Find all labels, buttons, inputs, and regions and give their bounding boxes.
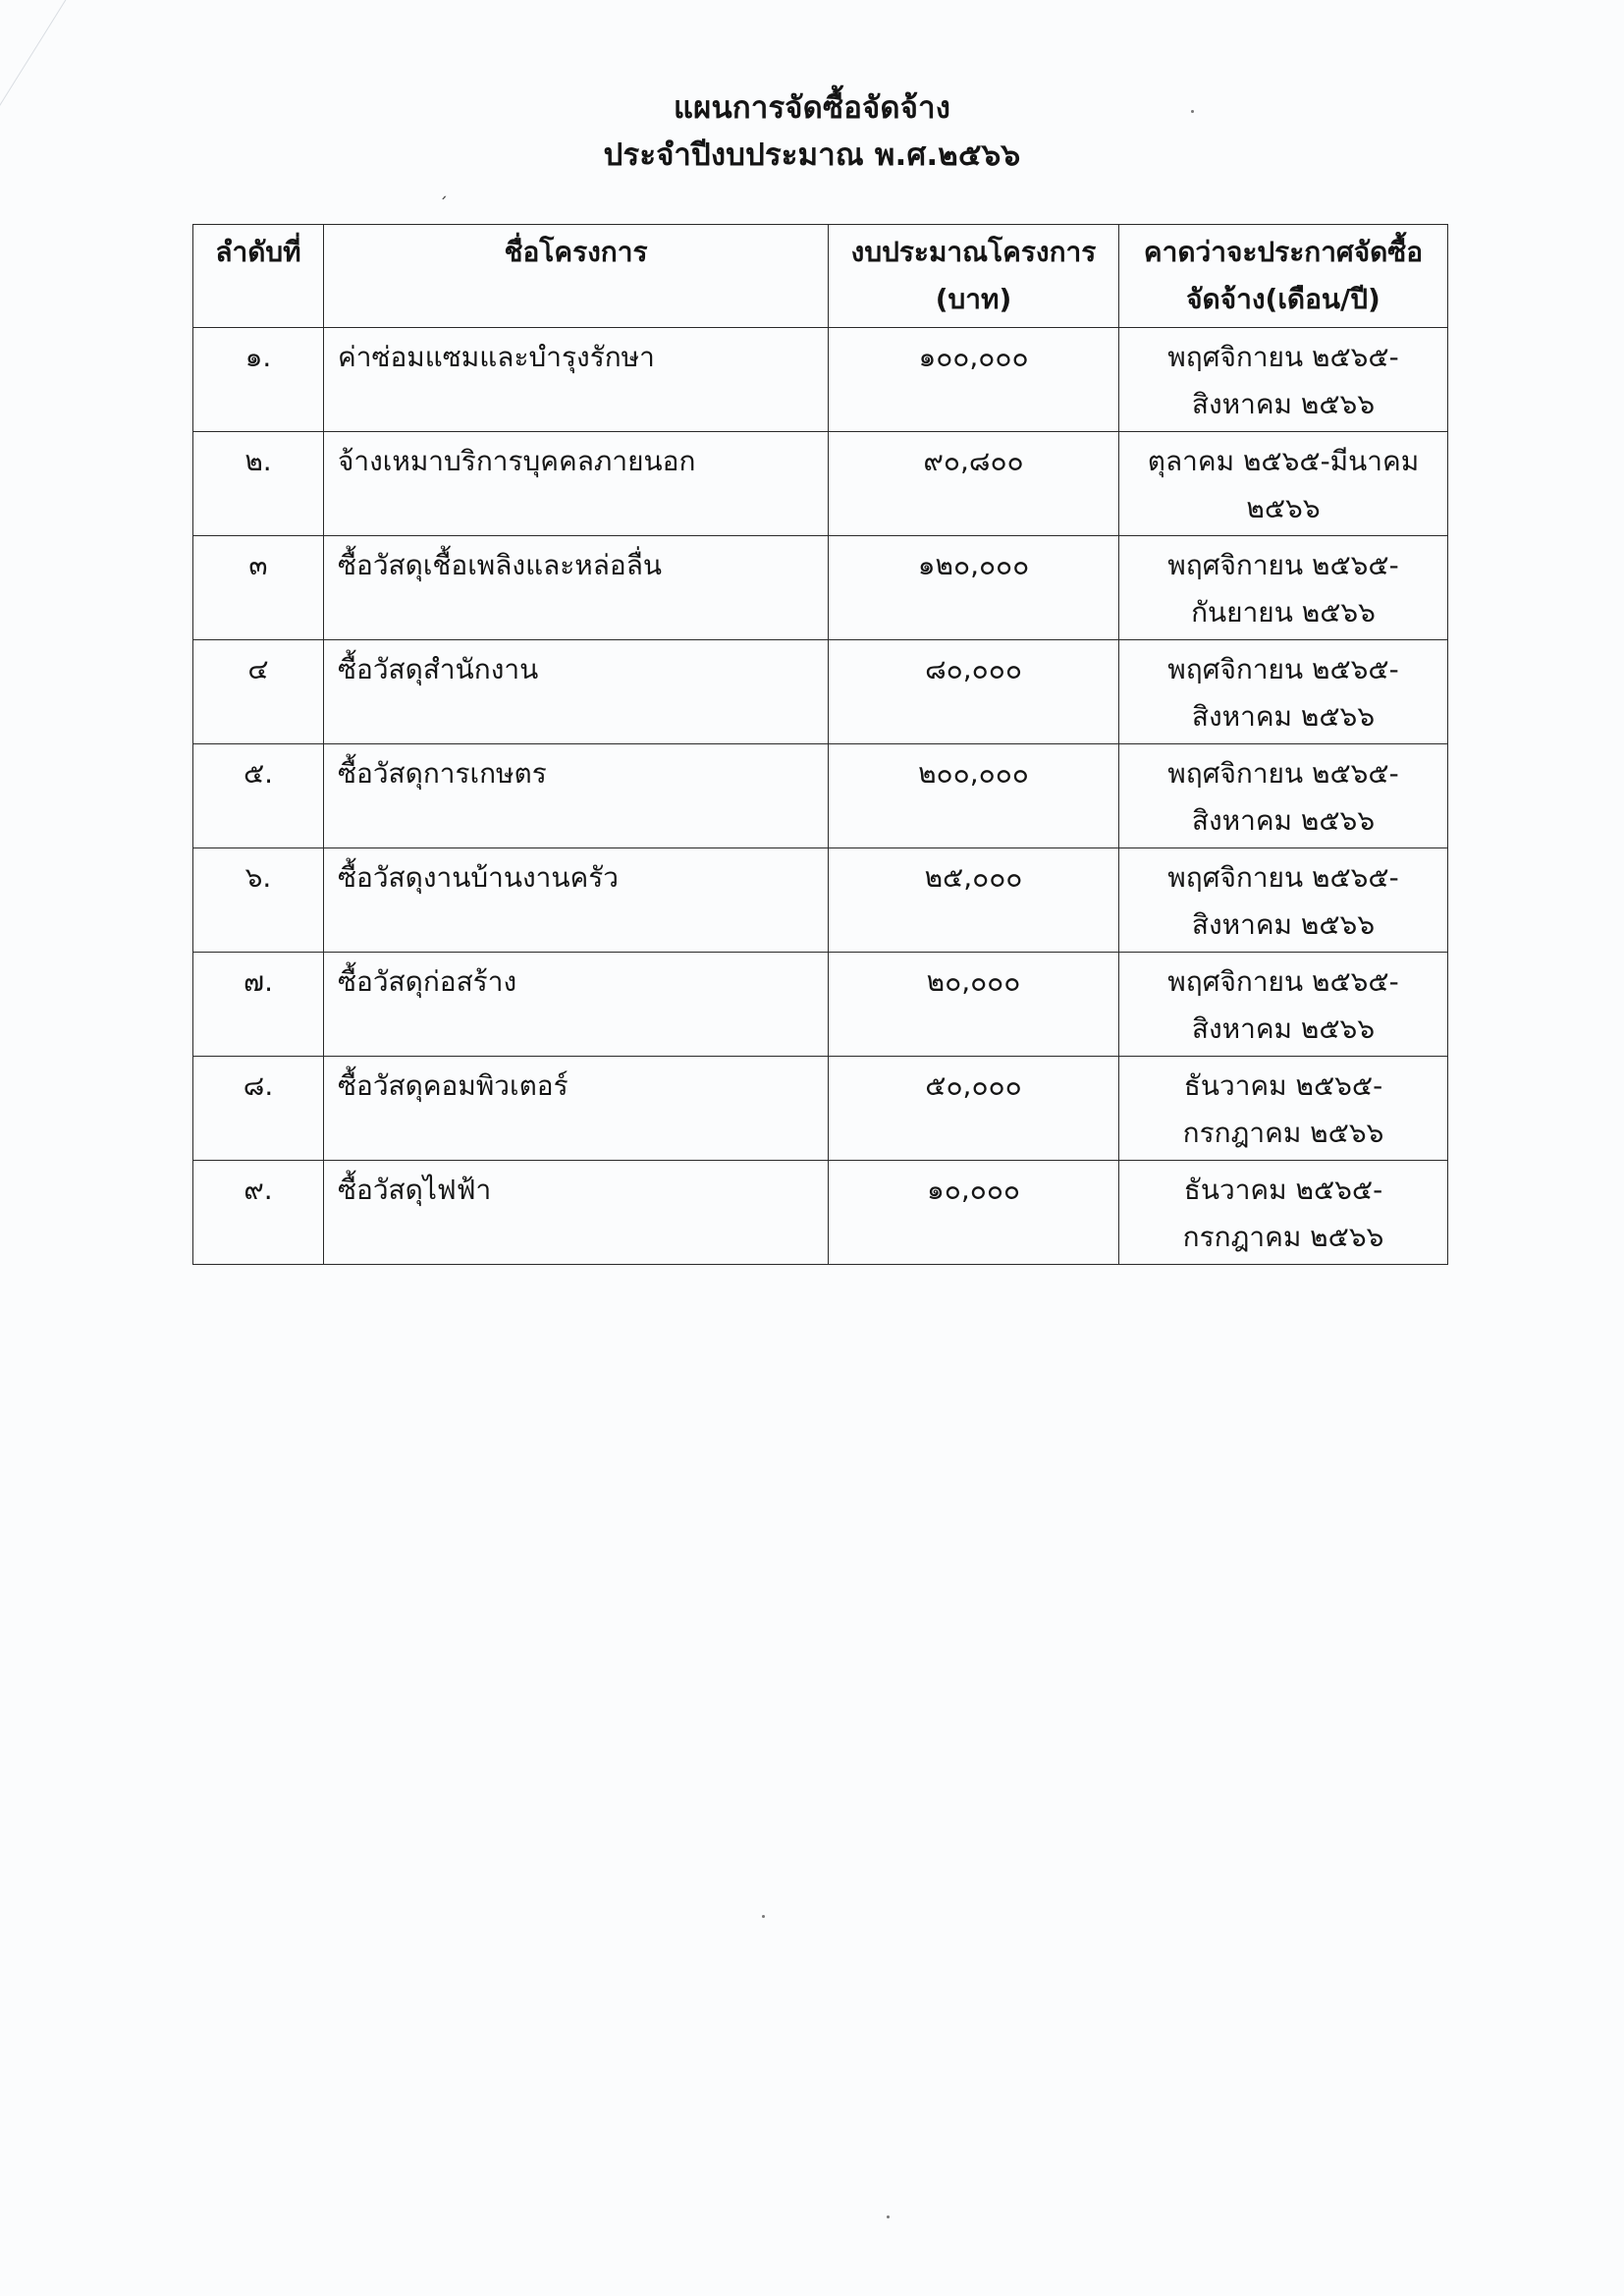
period-line2: กันยายน ๒๕๖๖	[1191, 596, 1376, 629]
cell-name: ซื้อวัสดุสำนักงาน	[324, 640, 829, 744]
cell-name: ซื้อวัสดุเชื้อเพลิงและหล่อลื่น	[324, 536, 829, 640]
document-title	[0, 84, 1624, 179]
cell-order: ๗.	[193, 953, 324, 1057]
cell-order: ๔	[193, 640, 324, 744]
period-line1: พฤศจิกายน ๒๕๖๕-	[1167, 861, 1399, 894]
header-budget	[829, 225, 1119, 328]
cell-name: ซื้อวัสดุคอมพิวเตอร์	[324, 1057, 829, 1161]
scan-speck	[762, 1915, 765, 1918]
header-name-label: ชื่อโครงการ	[504, 236, 648, 268]
period-line1: พฤศจิกายน ๒๕๖๕-	[1167, 757, 1399, 790]
cell-name: ซื้อวัสดุก่อสร้าง	[324, 953, 829, 1057]
period-line2: สิงหาคม ๒๕๖๖	[1191, 1012, 1376, 1045]
header-budget-line1: งบประมาณโครงการ	[850, 236, 1097, 268]
cell-period	[1119, 432, 1448, 536]
period-line1: พฤศจิกายน ๒๕๖๕-	[1167, 653, 1399, 685]
title-line-2: ประจำปีงบประมาณ พ.ศ.๒๕๖๖	[603, 137, 1021, 173]
scan-speck	[887, 2215, 890, 2218]
cell-budget: ๒๕,๐๐๐	[829, 848, 1119, 953]
period-line1: พฤศจิกายน ๒๕๖๕-	[1167, 341, 1399, 373]
cell-period	[1119, 953, 1448, 1057]
cell-period	[1119, 640, 1448, 744]
table-row	[193, 1161, 1448, 1265]
cell-budget: ๑๒๐,๐๐๐	[829, 536, 1119, 640]
period-line2: สิงหาคม ๒๕๖๖	[1191, 700, 1376, 733]
period-line1: ธันวาคม ๒๕๖๕-	[1183, 1174, 1383, 1206]
cell-period	[1119, 848, 1448, 953]
title-line-1: แผนการจัดซื้อจัดจ้าง	[673, 90, 951, 126]
scan-speck: ˏ	[439, 180, 448, 200]
cell-period	[1119, 536, 1448, 640]
header-period-line2: จัดจ้าง(เดือน/ปี)	[1186, 283, 1380, 315]
cell-name: ค่าซ่อมแซมและบำรุงรักษา	[324, 328, 829, 432]
cell-order: ๓	[193, 536, 324, 640]
table-row	[193, 744, 1448, 848]
cell-budget: ๑๐,๐๐๐	[829, 1161, 1119, 1265]
cell-budget: ๘๐,๐๐๐	[829, 640, 1119, 744]
period-line1: ธันวาคม ๒๕๖๕-	[1183, 1069, 1383, 1102]
cell-order: ๖.	[193, 848, 324, 953]
scan-speck	[1191, 110, 1194, 113]
cell-name: ซื้อวัสดุไฟฟ้า	[324, 1161, 829, 1265]
cell-name: ซื้อวัสดุการเกษตร	[324, 744, 829, 848]
header-budget-line2: (บาท)	[935, 283, 1012, 315]
header-order-label: ลำดับที่	[215, 236, 301, 268]
table-row	[193, 848, 1448, 953]
cell-order: ๕.	[193, 744, 324, 848]
cell-budget: ๒๐๐,๐๐๐	[829, 744, 1119, 848]
cell-order: ๒.	[193, 432, 324, 536]
period-line2: สิงหาคม ๒๕๖๖	[1191, 908, 1376, 941]
cell-order: ๘.	[193, 1057, 324, 1161]
cell-name: ซื้อวัสดุงานบ้านงานครัว	[324, 848, 829, 953]
cell-order: ๙.	[193, 1161, 324, 1265]
table-header-row	[193, 225, 1448, 328]
period-line2: สิงหาคม ๒๕๖๖	[1191, 388, 1376, 420]
procurement-plan-table	[192, 224, 1448, 1265]
cell-period	[1119, 1057, 1448, 1161]
cell-budget: ๕๐,๐๐๐	[829, 1057, 1119, 1161]
period-line2: ๒๕๖๖	[1246, 492, 1321, 524]
cell-name: จ้างเหมาบริการบุคคลภายนอก	[324, 432, 829, 536]
header-period-line1: คาดว่าจะประกาศจัดซื้อ	[1143, 236, 1424, 268]
period-line2: สิงหาคม ๒๕๖๖	[1191, 804, 1376, 837]
table-row	[193, 328, 1448, 432]
cell-period	[1119, 1161, 1448, 1265]
table-row	[193, 640, 1448, 744]
table-row	[193, 432, 1448, 536]
cell-period	[1119, 744, 1448, 848]
period-line2: กรกฎาคม ๒๕๖๖	[1182, 1221, 1384, 1253]
header-period	[1119, 225, 1448, 328]
period-line1: ตุลาคม ๒๕๖๕-มีนาคม	[1147, 445, 1420, 477]
table-row	[193, 953, 1448, 1057]
cell-budget: ๒๐,๐๐๐	[829, 953, 1119, 1057]
period-line1: พฤศจิกายน ๒๕๖๕-	[1167, 965, 1399, 998]
cell-order: ๑.	[193, 328, 324, 432]
cell-period	[1119, 328, 1448, 432]
table-row	[193, 1057, 1448, 1161]
header-name	[324, 225, 829, 328]
table-row	[193, 536, 1448, 640]
cell-budget: ๙๐,๘๐๐	[829, 432, 1119, 536]
cell-budget: ๑๐๐,๐๐๐	[829, 328, 1119, 432]
period-line1: พฤศจิกายน ๒๕๖๕-	[1167, 549, 1399, 581]
period-line2: กรกฎาคม ๒๕๖๖	[1182, 1117, 1384, 1149]
header-order	[193, 225, 324, 328]
